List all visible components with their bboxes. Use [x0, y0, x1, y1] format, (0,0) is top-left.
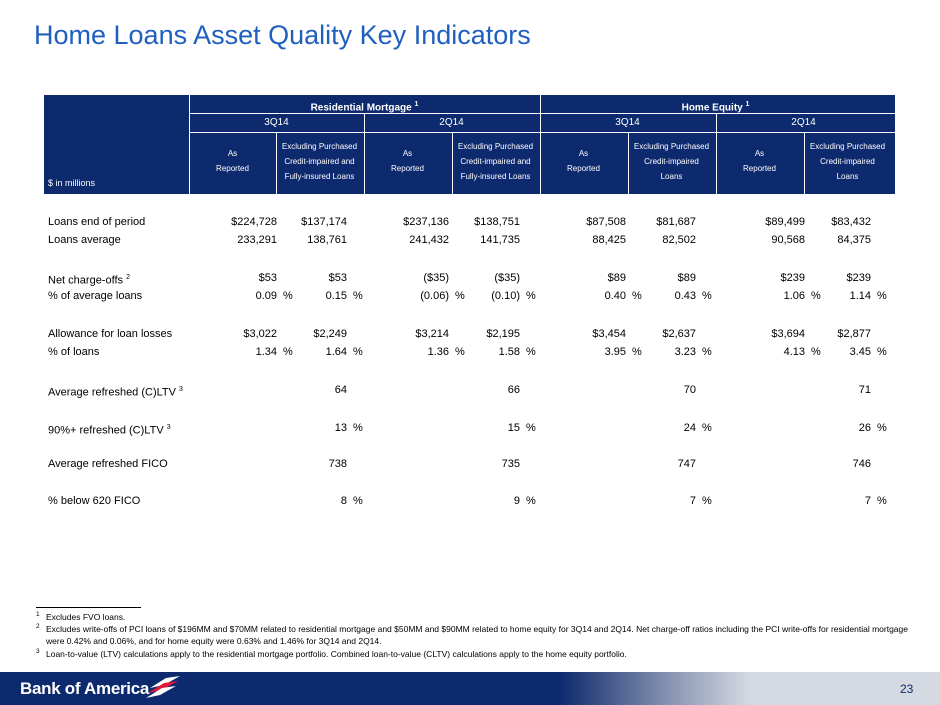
column-subheader: As Reported	[743, 149, 776, 173]
table-row	[0, 270, 940, 286]
table-cell: $89,499	[765, 216, 805, 228]
footnote	[36, 648, 908, 660]
percent-sign: %	[877, 290, 887, 302]
percent-sign: %	[702, 495, 712, 507]
row-label	[48, 232, 121, 248]
table-cell: 0.15	[325, 290, 347, 302]
table-cell: 747	[677, 458, 696, 470]
footnote-text: Excludes FVO loans.	[46, 612, 126, 622]
header-rule	[364, 113, 365, 194]
row-label-text: Loans average	[48, 234, 121, 246]
table-cell: $3,022	[243, 328, 277, 340]
page-title: Home Loans Asset Quality Key Indicators	[34, 20, 531, 50]
table-cell: 1.64	[325, 346, 347, 358]
percent-sign: %	[877, 495, 887, 507]
group-header	[540, 97, 891, 112]
table-cell: 746	[852, 458, 871, 470]
group-footnote-ref: 1	[414, 101, 419, 108]
table-cell: $2,195	[486, 328, 520, 340]
row-label	[48, 344, 99, 360]
row-label	[48, 214, 145, 230]
table-cell: 3.23	[674, 346, 696, 358]
table-cell: $89	[607, 272, 626, 284]
row-label	[48, 493, 140, 509]
flagscape-logo-icon	[144, 674, 184, 700]
footnote	[36, 611, 908, 623]
percent-sign: %	[353, 290, 363, 302]
table-cell: 8	[340, 495, 347, 507]
column-subheader: Excluding Purchased Credit-impaired and Fully-insured Loans	[457, 141, 534, 181]
row-label	[48, 326, 172, 342]
row-footnote-ref: 3	[179, 386, 183, 393]
percent-sign: %	[811, 290, 821, 302]
table-cell: 7	[689, 495, 696, 507]
table-cell: $53	[258, 272, 277, 284]
table-row	[0, 456, 940, 472]
table-cell: $138,751	[474, 216, 520, 228]
header-rule	[452, 132, 453, 194]
footnote-text: Loan-to-value (LTV) calculations apply to the residential mortgage portfolio. Combined loan-to-value (CLTV) calculations apply to the home equity portfolio.	[46, 649, 627, 659]
percent-sign: %	[877, 346, 887, 358]
table-row	[0, 344, 940, 360]
period-header: 3Q14	[264, 117, 289, 128]
table-cell: $3,214	[415, 328, 449, 340]
table-cell: 90,568	[771, 234, 805, 246]
table-cell: $3,694	[771, 328, 805, 340]
table-cell: $137,174	[301, 216, 347, 228]
table-cell: $83,432	[831, 216, 871, 228]
row-label	[48, 456, 168, 472]
row-label	[48, 270, 130, 289]
row-label	[48, 288, 142, 304]
header-rule	[540, 95, 541, 194]
table-cell: 0.09	[255, 290, 277, 302]
table-cell: $239	[846, 272, 871, 284]
period-header: 2Q14	[791, 117, 816, 128]
table-cell: $53	[328, 272, 347, 284]
header-rule	[189, 95, 190, 194]
row-label-text: Net charge-offs	[48, 274, 124, 287]
column-subheader: As Reported	[216, 149, 249, 173]
row-label-text: Loans end of period	[48, 216, 146, 228]
table-row	[0, 232, 940, 248]
table-cell: 0.40	[604, 290, 626, 302]
table-cell: 84,375	[837, 234, 871, 246]
table-cell: 1.58	[498, 346, 520, 358]
percent-sign: %	[283, 346, 293, 358]
table-cell: 3.45	[849, 346, 871, 358]
table-cell: 66	[507, 384, 520, 396]
table-cell: 735	[501, 458, 520, 470]
percent-sign: %	[702, 290, 712, 302]
table-cell: $2,877	[837, 328, 871, 340]
table-row	[0, 382, 940, 398]
table-cell: $2,249	[313, 328, 347, 340]
table-cell: (0.10)	[491, 290, 520, 302]
percent-sign: %	[526, 495, 536, 507]
percent-sign: %	[526, 290, 536, 302]
percent-sign: %	[526, 422, 536, 434]
percent-sign: %	[353, 346, 363, 358]
units-label: $ in millions	[48, 178, 96, 188]
table-cell: $81,687	[656, 216, 696, 228]
header-rule	[628, 132, 629, 194]
table-row	[0, 214, 940, 230]
table-cell: 13	[334, 422, 347, 434]
table-cell: 0.43	[674, 290, 696, 302]
table-cell: 9	[513, 495, 520, 507]
table-row	[0, 326, 940, 342]
row-label-text: % of average loans	[48, 290, 143, 302]
header-rule	[189, 113, 895, 114]
table-cell: ($35)	[494, 272, 520, 284]
table-cell: 82,502	[662, 234, 696, 246]
table-cell: 3.95	[604, 346, 626, 358]
percent-sign: %	[632, 290, 642, 302]
row-label-text: 90%+ refreshed (C)LTV	[48, 424, 164, 437]
column-subheader: Excluding Purchased Credit-impaired Loans	[809, 141, 886, 181]
column-subheader: Excluding Purchased Credit-impaired Loans	[633, 141, 710, 181]
percent-sign: %	[526, 346, 536, 358]
table-cell: 241,432	[409, 234, 449, 246]
table-cell: 233,291	[237, 234, 277, 246]
group-footnote-ref: 1	[745, 101, 750, 108]
percent-sign: %	[283, 290, 293, 302]
table-cell: $2,637	[662, 328, 696, 340]
table-cell: (0.06)	[420, 290, 449, 302]
percent-sign: %	[632, 346, 642, 358]
table-cell: $224,728	[231, 216, 277, 228]
footnote-divider	[36, 607, 141, 608]
table-row	[0, 420, 940, 436]
table-cell: 24	[683, 422, 696, 434]
table-cell: ($35)	[423, 272, 449, 284]
footnote	[36, 623, 908, 647]
table-cell: 138,761	[307, 234, 347, 246]
table-cell: 15	[507, 422, 520, 434]
table-cell: 64	[334, 384, 347, 396]
brand-name: Bank of America	[20, 679, 150, 698]
table-cell: 70	[683, 384, 696, 396]
footnote-number: 2	[36, 623, 40, 630]
footnote-number: 3	[36, 648, 40, 655]
footnote-text: Excludes write-offs of PCI loans of $196MM and $70MM related to residential mortgage and $50MM and $90MM related to home equity for 3Q14 and 2Q14. Net charge-off ratios including the PCI write-offs for residential mortgage were 0.42% and 0.06%, and for home equity were 0.63% and 1.46% for 3Q14 and 2Q14.	[46, 624, 908, 646]
table-cell: $87,508	[586, 216, 626, 228]
table-header	[44, 95, 895, 194]
percent-sign: %	[353, 422, 363, 434]
table-cell: 1.14	[849, 290, 871, 302]
row-label-text: % of loans	[48, 346, 100, 358]
footer-bar-gradient	[560, 672, 750, 705]
table-cell: 71	[858, 384, 871, 396]
group-header	[189, 97, 540, 112]
table-cell: 7	[864, 495, 871, 507]
table-cell: $89	[677, 272, 696, 284]
row-label-text: Average refreshed FICO	[48, 458, 168, 470]
table-cell: 1.36	[427, 346, 449, 358]
header-rule	[276, 132, 277, 194]
table-cell: 141,735	[480, 234, 520, 246]
group-label: Residential Mortgage	[310, 102, 412, 114]
period-header: 2Q14	[439, 117, 464, 128]
column-subheader: As Reported	[567, 149, 600, 173]
row-footnote-ref: 2	[126, 274, 130, 281]
table-cell: $3,454	[592, 328, 626, 340]
table-cell: 1.06	[783, 290, 805, 302]
table-row	[0, 288, 940, 304]
percent-sign: %	[353, 495, 363, 507]
table-cell: $237,136	[403, 216, 449, 228]
page-number: 23	[900, 682, 914, 696]
row-footnote-ref: 3	[166, 424, 171, 431]
row-label-text: Allowance for loan losses	[48, 328, 173, 340]
table-row	[0, 493, 940, 509]
percent-sign: %	[877, 422, 887, 434]
column-subheader: Excluding Purchased Credit-impaired and Fully-insured Loans	[281, 141, 358, 181]
percent-sign: %	[702, 422, 712, 434]
row-label	[48, 420, 171, 439]
table-cell: $239	[780, 272, 805, 284]
percent-sign: %	[702, 346, 712, 358]
header-rule	[189, 132, 895, 133]
header-rule	[716, 113, 717, 194]
table-cell: 738	[328, 458, 347, 470]
footnote-number: 1	[36, 611, 40, 618]
row-label-text: Average refreshed (C)LTV	[48, 386, 176, 399]
column-subheader: As Reported	[391, 149, 424, 173]
table-cell: 4.13	[783, 346, 805, 358]
table-cell: 26	[858, 422, 871, 434]
table-cell: 88,425	[592, 234, 626, 246]
table-cell: 1.34	[255, 346, 277, 358]
group-label: Home Equity	[681, 102, 743, 114]
percent-sign: %	[455, 290, 465, 302]
percent-sign: %	[455, 346, 465, 358]
row-label	[48, 382, 183, 401]
header-rule	[804, 132, 805, 194]
percent-sign: %	[811, 346, 821, 358]
row-label-text: % below 620 FICO	[48, 495, 141, 507]
period-header: 3Q14	[615, 117, 640, 128]
